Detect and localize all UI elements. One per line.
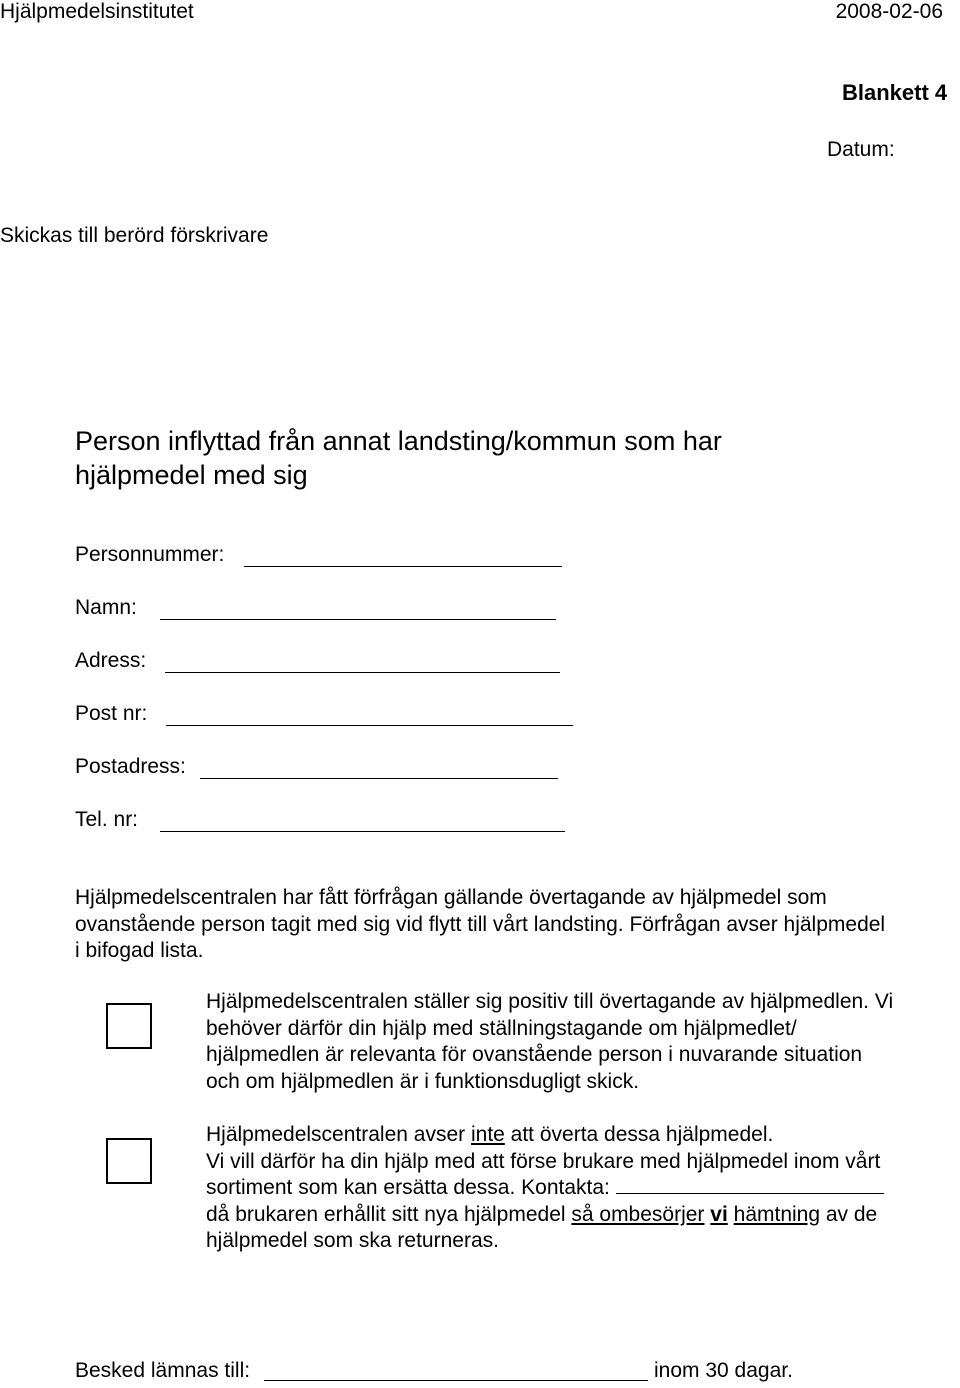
option-line: Hjälpmedelscentralen ställer sig positiv till övertagande av hjälpmedlen. Vi <box>206 990 894 1013</box>
besked-label: Besked lämnas till: <box>75 1359 251 1382</box>
intro-line: Hjälpmedelscentralen har fått förfrågan gällande övertagande av hjälpmedel som <box>75 886 827 909</box>
namn-label: Namn: <box>75 596 137 619</box>
text-span: av de <box>820 1202 878 1226</box>
option-line: och om hjälpmedlen är i funktionsdugligt skick. <box>206 1069 640 1093</box>
option-negative-text <box>206 1122 884 1255</box>
send-to-text: Skickas till berörd förskrivare <box>0 224 269 247</box>
text-span: Hjälpmedelscentralen avser <box>206 1123 471 1146</box>
deadline-text: inom 30 dagar. <box>654 1359 793 1382</box>
postnr-label: Post nr: <box>75 702 148 725</box>
contact-field[interactable] <box>616 1193 884 1194</box>
underlined-text: så ombesörjer <box>571 1202 705 1226</box>
underlined-bold-text: vi <box>710 1202 728 1226</box>
option-line <box>206 1202 884 1229</box>
besked-field[interactable] <box>264 1380 648 1381</box>
telnr-label: Tel. nr: <box>75 808 139 831</box>
option-line <box>206 1175 884 1202</box>
form-code: Blankett 4 <box>842 80 948 105</box>
adress-field[interactable] <box>165 672 560 673</box>
text-span: att överta dessa hjälpmedel. <box>504 1123 774 1146</box>
option-line: behöver därför din hjälp med ställningstagande om hjälpmedlet/ <box>206 1016 797 1040</box>
option-line: Vi vill därför ha din hjälp med att förse brukare med hjälpmedel inom vårt <box>206 1149 881 1173</box>
adress-label: Adress: <box>75 649 147 672</box>
header-date: 2008-02-06 <box>835 0 943 23</box>
text-span: då brukaren erhållit sitt nya hjälpmedel <box>206 1202 572 1226</box>
option-line: hjälpmedel som ska returneras. <box>206 1229 499 1252</box>
underlined-text: hämtning <box>733 1202 821 1226</box>
postadress-label: Postadress: <box>75 755 186 778</box>
personnummer-field[interactable] <box>244 566 562 567</box>
header-org: Hjälpmedelsinstitutet <box>0 0 194 23</box>
personnummer-label: Personnummer: <box>75 543 225 566</box>
option-positive-text <box>206 989 893 1095</box>
postnr-field[interactable] <box>166 725 573 726</box>
underlined-not: inte <box>470 1123 505 1146</box>
option-line <box>206 1122 884 1149</box>
option-positive-checkbox[interactable] <box>106 1003 152 1049</box>
postadress-field[interactable] <box>200 778 558 779</box>
intro-line: ovanstående person tagit med sig vid flytt till vårt landsting. Förfrågan avser hjälpmedel <box>75 912 886 936</box>
intro-paragraph <box>75 885 885 965</box>
telnr-field[interactable] <box>160 831 565 832</box>
option-negative-checkbox[interactable] <box>106 1138 152 1184</box>
intro-line: i bifogad lista. <box>75 939 204 962</box>
option-line: hjälpmedlen är relevanta för ovanstående person i nuvarande situation <box>206 1043 863 1066</box>
text-span: sortiment som kan ersätta dessa. Kontakta: <box>206 1176 616 1199</box>
date-label: Datum: <box>827 138 895 161</box>
form-title-line1: Person inflyttad från annat landsting/kommun som har <box>75 426 722 456</box>
form-title-line2: hjälpmedel med sig <box>75 460 308 490</box>
namn-field[interactable] <box>160 619 556 620</box>
